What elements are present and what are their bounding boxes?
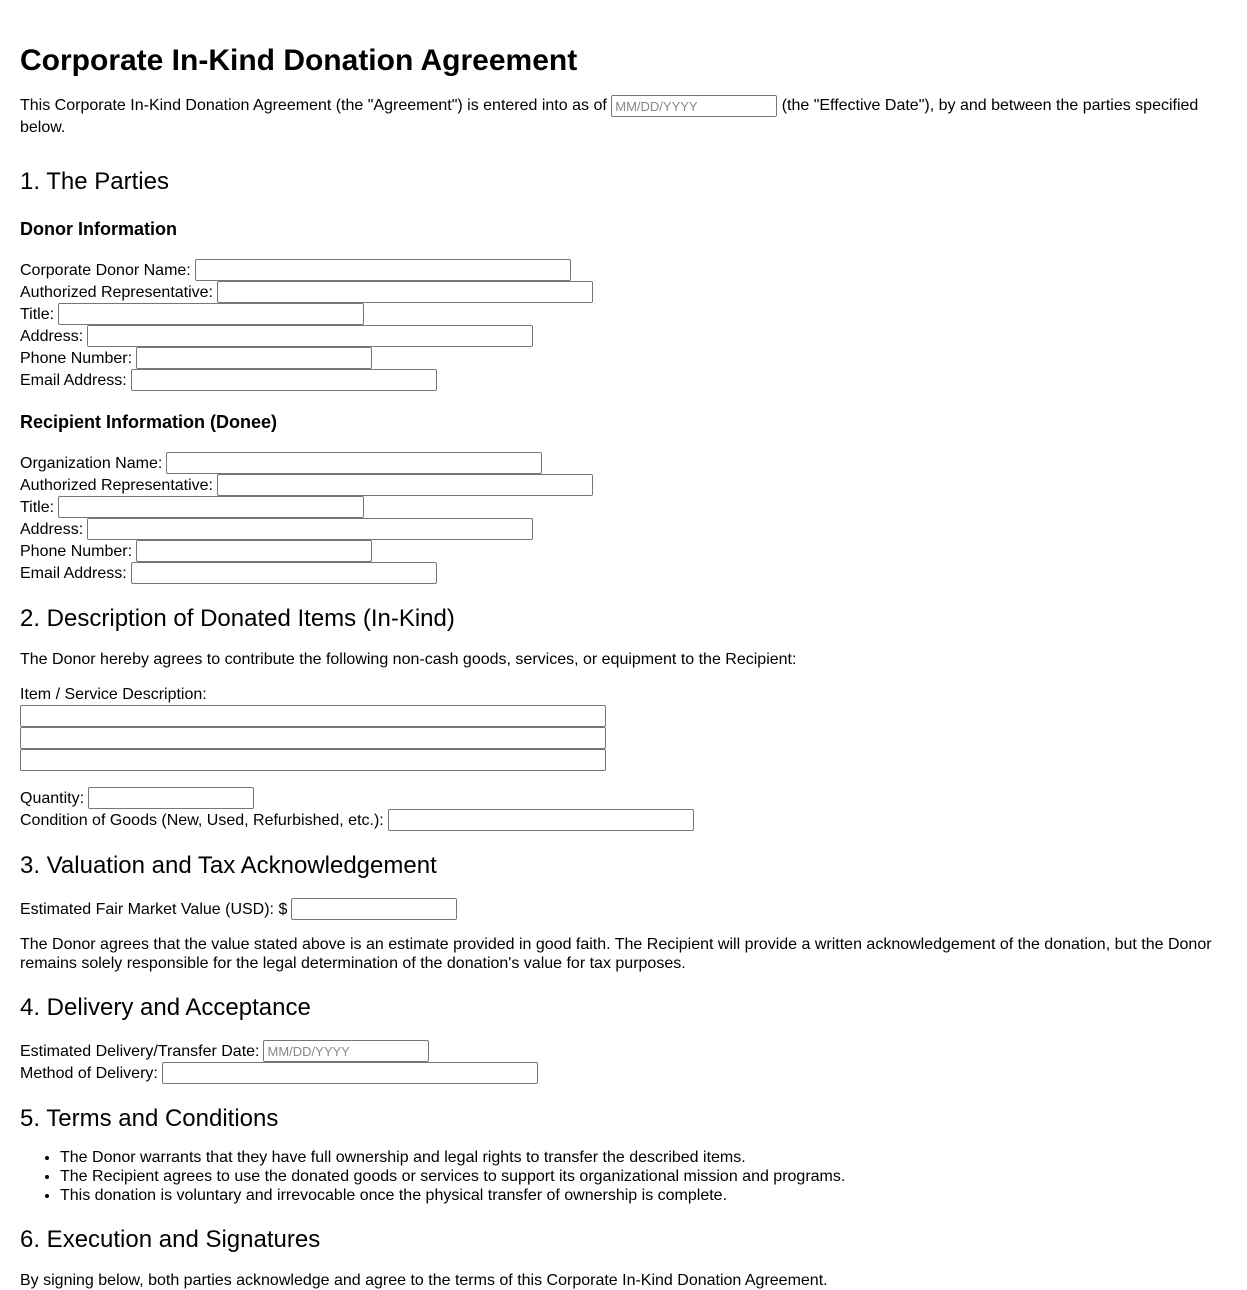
page-title: Corporate In-Kind Donation Agreement <box>20 44 578 77</box>
item-description-input-3[interactable] <box>20 749 606 771</box>
recipient-address-label: Address: <box>20 520 84 538</box>
quantity-row <box>20 787 1227 809</box>
item-details <box>20 787 1227 831</box>
section-6-heading: 6. Execution and Signatures <box>20 1226 321 1253</box>
delivery-date-label: Estimated Delivery/Transfer Date: <box>20 1042 260 1060</box>
recipient-rep-label: Authorized Representative: <box>20 476 213 494</box>
terms-list <box>20 1148 1227 1205</box>
recipient-title-row <box>20 496 1227 518</box>
recipient-title-label: Title: <box>20 498 55 516</box>
donor-name-row <box>20 259 1227 281</box>
delivery-date-input[interactable] <box>263 1040 429 1062</box>
recipient-name-row <box>20 452 1227 474</box>
donor-title-label: Title: <box>20 305 55 323</box>
fair-market-value-row <box>20 898 1227 920</box>
condition-label: Condition of Goods (New, Used, Refurbished, etc.): <box>20 811 384 829</box>
donor-email-label: Email Address: <box>20 371 127 389</box>
section-3-text: The Donor agrees that the value stated above is an estimate provided in good faith. The Recipient will provide a written acknowledgement of the donation, but the Donor remains solely responsible for the legal determination of the donation's value for tax purposes. <box>20 936 1212 972</box>
effective-date-input[interactable] <box>611 95 777 117</box>
recipient-email-label: Email Address: <box>20 564 127 582</box>
section-3-heading: 3. Valuation and Tax Acknowledgement <box>20 852 437 879</box>
donor-name-input[interactable] <box>195 259 571 281</box>
donor-name-label: Corporate Donor Name: <box>20 261 191 279</box>
donor-title-input[interactable] <box>58 303 364 325</box>
item-description-input-1[interactable] <box>20 705 606 727</box>
recipient-rep-row <box>20 474 1227 496</box>
section-4-heading: 4. Delivery and Acceptance <box>20 994 311 1021</box>
delivery-method-input[interactable] <box>162 1062 538 1084</box>
delivery-date-row <box>20 1040 1227 1062</box>
delivery-method-label: Method of Delivery: <box>20 1064 158 1082</box>
recipient-info-heading: Recipient Information (Donee) <box>20 412 278 432</box>
donor-phone-input[interactable] <box>136 347 372 369</box>
intro-paragraph <box>20 95 1227 138</box>
donor-address-label: Address: <box>20 327 84 345</box>
intro-text-after: (the "Effective Date"), by and between the parties specified below. <box>20 97 1199 136</box>
recipient-phone-row <box>20 540 1227 562</box>
section-1-heading: 1. The Parties <box>20 168 169 195</box>
donor-phone-row <box>20 347 1227 369</box>
recipient-phone-input[interactable] <box>136 540 372 562</box>
recipient-rep-input[interactable] <box>217 474 593 496</box>
donor-fields <box>20 259 1227 391</box>
donor-rep-input[interactable] <box>217 281 593 303</box>
item-description-lines <box>20 705 1227 771</box>
fair-market-value-label: Estimated Fair Market Value (USD): $ <box>20 900 288 918</box>
recipient-title-input[interactable] <box>58 496 364 518</box>
condition-row <box>20 809 1227 831</box>
recipient-fields <box>20 452 1227 584</box>
recipient-name-input[interactable] <box>166 452 542 474</box>
donor-phone-label: Phone Number: <box>20 349 133 367</box>
recipient-address-row <box>20 518 1227 540</box>
terms-list-item: • The Donor warrants that they have full ownership and legal rights to transfer the described items. <box>60 1148 1227 1167</box>
recipient-email-input[interactable] <box>131 562 437 584</box>
quantity-label: Quantity: <box>20 789 85 807</box>
terms-list-item: • The Recipient agrees to use the donated goods or services to support its organizational mission and programs. <box>60 1167 1227 1186</box>
section-6-text: By signing below, both parties acknowledge and agree to the terms of this Corporate In-Kind Donation Agreement. <box>20 1272 828 1289</box>
delivery-fields <box>20 1040 1227 1084</box>
terms-list-item: • This donation is voluntary and irrevocable once the physical transfer of ownership is complete. <box>60 1186 1227 1205</box>
fair-market-value-input[interactable] <box>291 898 457 920</box>
donor-email-input[interactable] <box>131 369 437 391</box>
donor-address-row <box>20 325 1227 347</box>
donor-email-row <box>20 369 1227 391</box>
donor-rep-label: Authorized Representative: <box>20 283 213 301</box>
delivery-method-row <box>20 1062 1227 1084</box>
recipient-name-label: Organization Name: <box>20 454 163 472</box>
section-2-text: The Donor hereby agrees to contribute the following non-cash goods, services, or equipment to the Recipient: <box>20 651 797 668</box>
item-description-input-2[interactable] <box>20 727 606 749</box>
quantity-input[interactable] <box>88 787 254 809</box>
donor-rep-row <box>20 281 1227 303</box>
donor-info-heading: Donor Information <box>20 219 177 239</box>
donor-title-row <box>20 303 1227 325</box>
intro-text-before: This Corporate In-Kind Donation Agreement (the "Agreement") is entered into as of <box>20 97 607 115</box>
item-description-label: Item / Service Description: <box>20 686 207 703</box>
recipient-phone-label: Phone Number: <box>20 542 133 560</box>
section-5-heading: 5. Terms and Conditions <box>20 1105 279 1132</box>
recipient-address-input[interactable] <box>87 518 533 540</box>
donor-address-input[interactable] <box>87 325 533 347</box>
recipient-email-row <box>20 562 1227 584</box>
section-2-heading: 2. Description of Donated Items (In-Kind) <box>20 605 455 632</box>
condition-input[interactable] <box>388 809 694 831</box>
